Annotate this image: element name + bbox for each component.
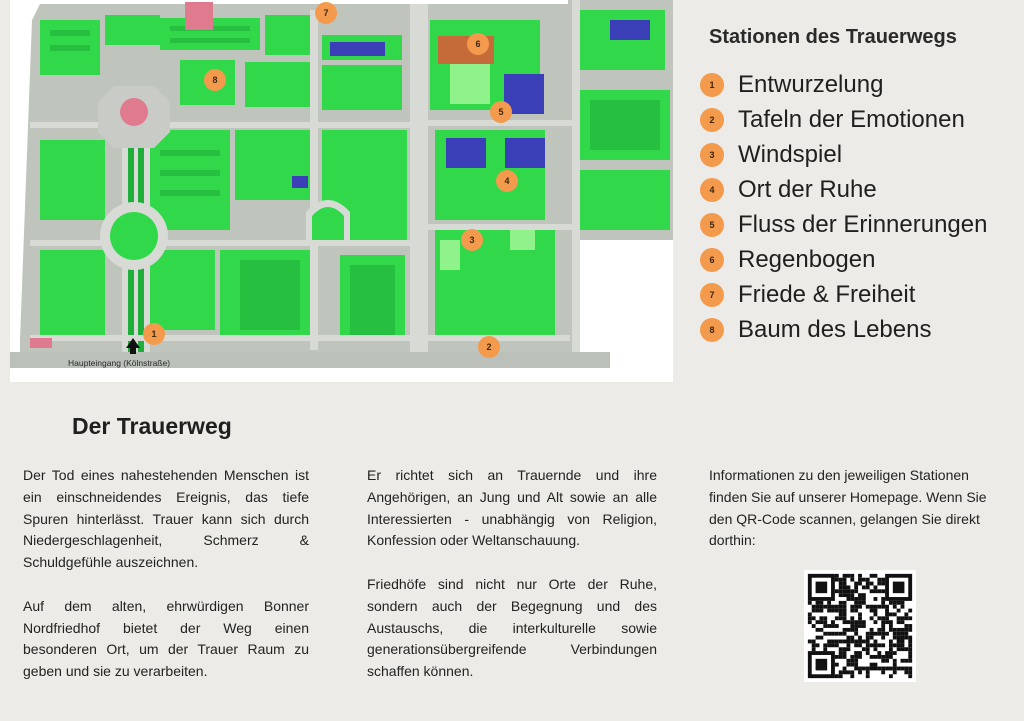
entrance-label: Haupteingang (Kölnstraße) (68, 358, 171, 368)
station-item (700, 102, 1020, 137)
station-badge: 3 (700, 143, 724, 167)
station-badge: 4 (700, 178, 724, 202)
qr-code-icon[interactable] (804, 570, 916, 682)
station-badge: 1 (700, 73, 724, 97)
station-name: Fluss der Erinnerungen (738, 210, 988, 238)
stations-legend (700, 26, 1020, 347)
map-marker-label-8: 8 (212, 75, 218, 85)
map-marker-label-1: 1 (151, 329, 157, 339)
station-badge: 5 (700, 213, 724, 237)
station-badge: 6 (700, 248, 724, 272)
paragraph: Er richtet sich an Trauernde und ihre Angehörigen, an Jung und Alt sowie an alle Interessierten - unabhängig von Religion, Konfession oder Weltanschauung. (367, 467, 657, 549)
station-badge: 8 (700, 318, 724, 342)
cemetery-map (10, 0, 673, 382)
stations-title: Stationen des Trauerwegs (709, 26, 957, 48)
qr-code-graphic (804, 570, 916, 682)
map-marker-label-3: 3 (469, 235, 475, 245)
map-marker-label-6: 6 (475, 39, 481, 49)
map-marker-label-4: 4 (504, 176, 510, 186)
map-marker-label-5: 5 (498, 107, 504, 117)
map-drawing (10, 0, 673, 382)
paragraph: Informationen zu den jeweiligen Stationen finden Sie auf unserer Homepage. Wenn Sie den QR-Code scannen, gelangen Sie direkt dorthin: (709, 467, 987, 549)
station-name: Ort der Ruhe (738, 175, 877, 203)
station-name: Windspiel (738, 140, 843, 168)
station-name: Regenbogen (738, 245, 876, 273)
station-name: Baum des Lebens (738, 315, 932, 343)
paragraph: Der Tod eines nahestehenden Menschen ist ein einschneidendes Ereignis, das tiefe Spuren hinterlässt. Trauer kann sich durch Niedergeschlagenheit, Schmerz & Schuldgefühle auszeichnen. (23, 467, 309, 571)
station-item (700, 207, 1020, 242)
station-name: Friede & Freiheit (738, 280, 916, 308)
text-column-3 (709, 465, 1001, 574)
station-name: Tafeln der Emotionen (738, 105, 965, 133)
station-item (700, 277, 1020, 312)
station-item (700, 172, 1020, 207)
map-marker-label-7: 7 (323, 8, 329, 18)
station-item (700, 137, 1020, 172)
article-title: Der Trauerweg (72, 413, 232, 439)
station-item (700, 67, 1020, 102)
paragraph: Friedhöfe sind nicht nur Orte der Ruhe, sondern auch der Begegnung und des Austauschs, die interkulturelle sowie generationsübergreifende Verbindungen schaffen können. (367, 575, 657, 680)
map-marker-label-2: 2 (486, 342, 492, 352)
station-badge: 7 (700, 283, 724, 307)
station-badge: 2 (700, 108, 724, 132)
station-name: Entwurzelung (738, 70, 884, 98)
paragraph: Auf dem alten, ehrwürdigen Bonner Nordfriedhof bietet der Weg einen besonderen Ort, um der Trauer Raum zu geben und sie zu verarbeiten. (23, 597, 309, 680)
text-column-2 (367, 465, 657, 705)
station-item (700, 312, 1020, 347)
station-item (700, 242, 1020, 277)
text-column-1 (23, 465, 309, 705)
